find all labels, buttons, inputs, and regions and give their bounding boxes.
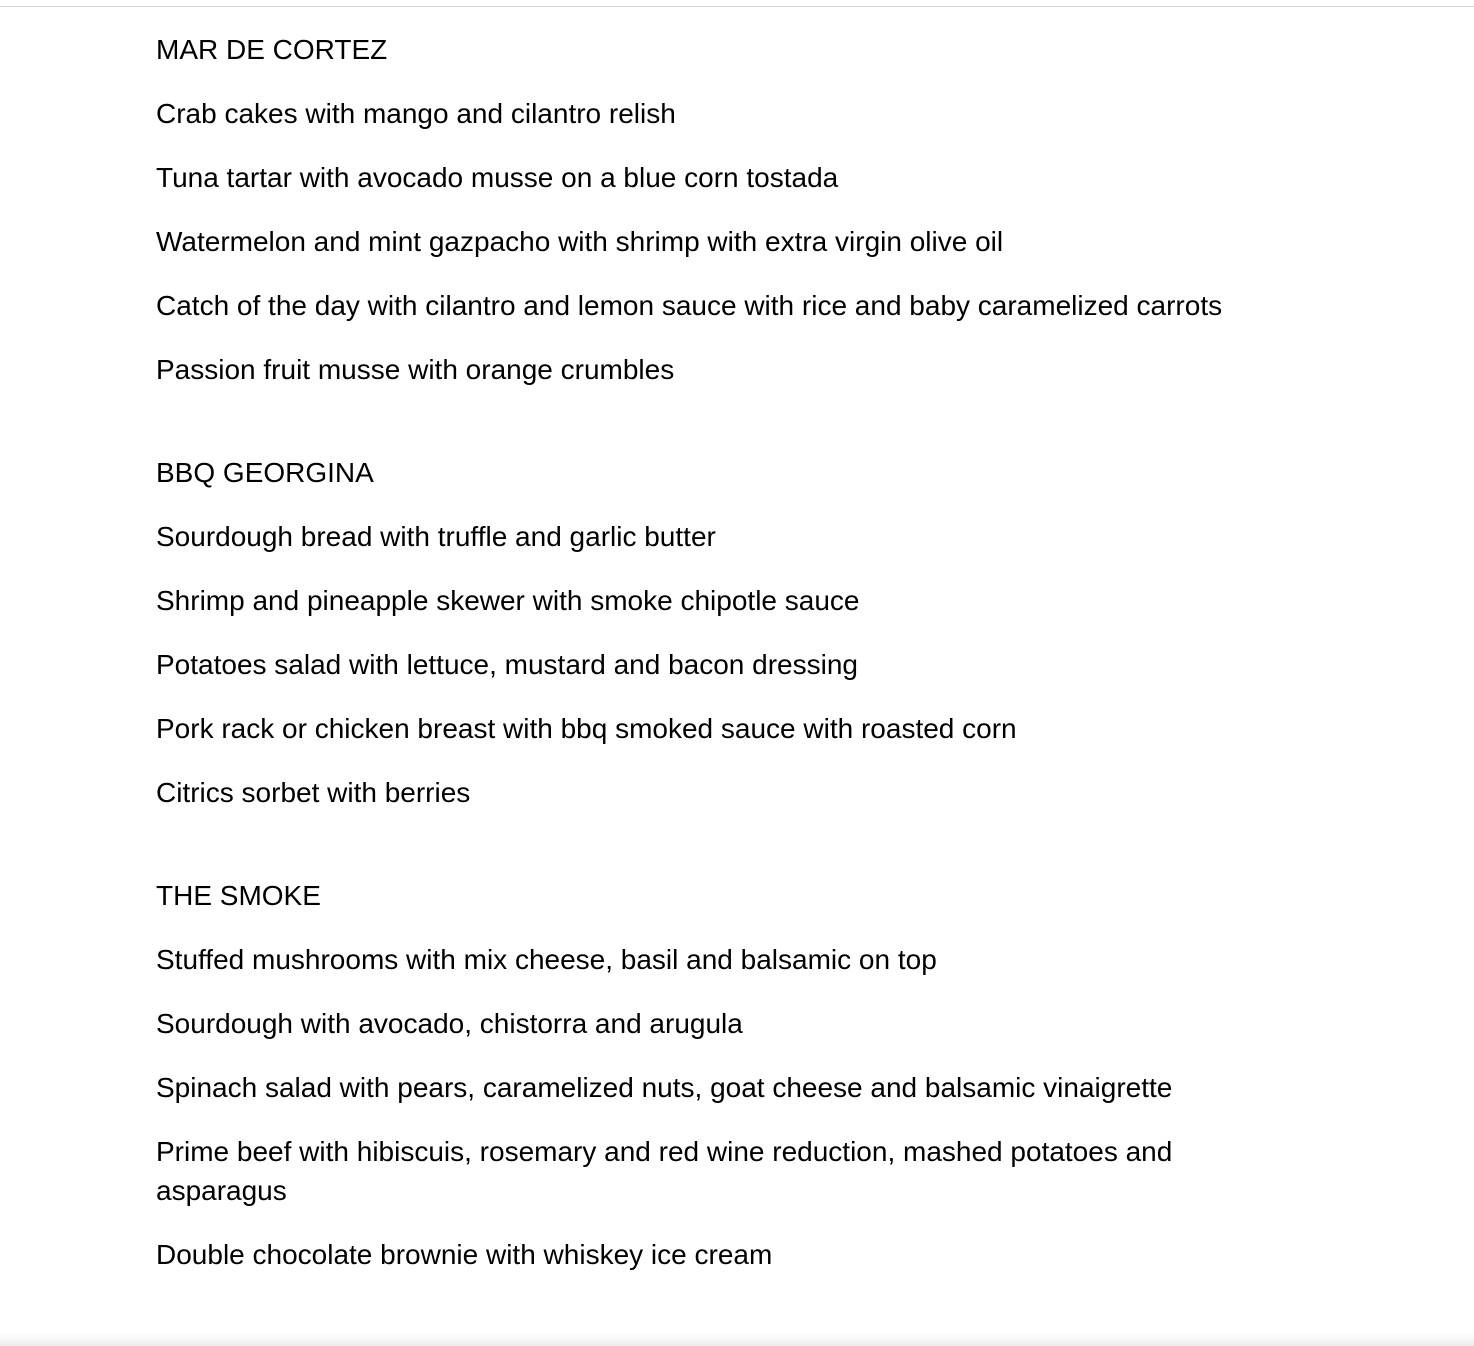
menu-item: Spinach salad with pears, caramelized nuts, goat cheese and balsamic vinaigrette bbox=[156, 1072, 1173, 1103]
menu-item: Shrimp and pineapple skewer with smoke chipotle sauce bbox=[156, 585, 860, 616]
menu-section-mar-de-cortez bbox=[156, 30, 1276, 389]
menu-item: Sourdough with avocado, chistorra and arugula bbox=[156, 1008, 743, 1039]
menu-section-the-smoke bbox=[156, 876, 1276, 1274]
section-title: BBQ GEORGINA bbox=[156, 457, 374, 488]
menu-item: Citrics sorbet with berries bbox=[156, 777, 471, 808]
menu-item: Double chocolate brownie with whiskey ice cream bbox=[156, 1239, 773, 1270]
menu-item: Passion fruit musse with orange crumbles bbox=[156, 354, 675, 385]
menu-item: Watermelon and mint gazpacho with shrimp with extra virgin olive oil bbox=[156, 226, 1004, 257]
menu-item: Pork rack or chicken breast with bbq smoked sauce with roasted corn bbox=[156, 713, 1017, 744]
menu-item: Potatoes salad with lettuce, mustard and bacon dressing bbox=[156, 649, 858, 680]
menu-item: Prime beef with hibiscuis, rosemary and red wine reduction, mashed potatoes and asparagus bbox=[156, 1136, 1173, 1206]
menu-item: Tuna tartar with avocado musse on a blue corn tostada bbox=[156, 162, 839, 193]
top-divider bbox=[0, 6, 1474, 7]
menu-item: Catch of the day with cilantro and lemon sauce with rice and baby caramelized carrots bbox=[156, 290, 1223, 321]
menu-item: Crab cakes with mango and cilantro relish bbox=[156, 98, 676, 129]
menu-item: Sourdough bread with truffle and garlic butter bbox=[156, 521, 716, 552]
section-title: THE SMOKE bbox=[156, 880, 321, 911]
menu-item: Stuffed mushrooms with mix cheese, basil and balsamic on top bbox=[156, 944, 937, 975]
menu-document bbox=[156, 30, 1276, 1274]
section-title: MAR DE CORTEZ bbox=[156, 34, 388, 65]
menu-section-bbq-georgina bbox=[156, 453, 1276, 812]
bottom-shade bbox=[0, 1334, 1474, 1346]
